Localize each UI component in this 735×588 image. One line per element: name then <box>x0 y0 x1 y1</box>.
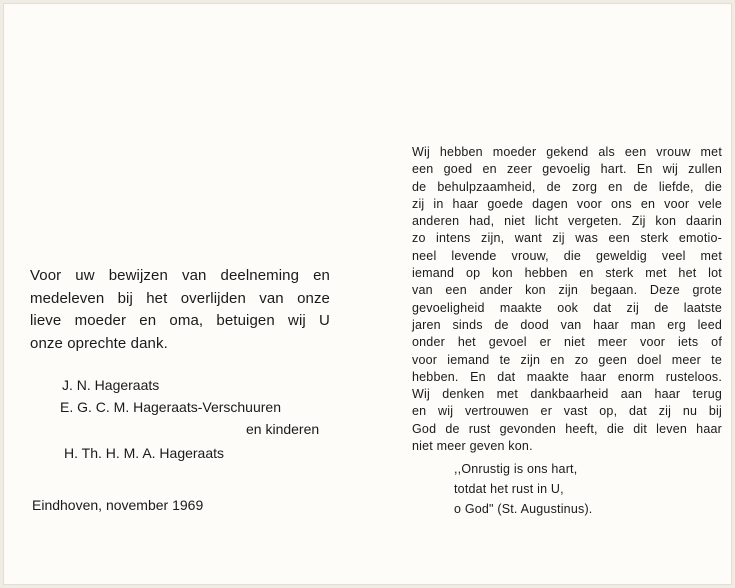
tribute-line: van een ander kon zijn begaan. Deze grote <box>412 283 722 298</box>
quote-line: ,,Onrustig is ons hart, <box>454 462 578 476</box>
tribute-line: hebben. En dat maakte haar enorm rusteloos. <box>412 369 722 384</box>
tribute-line: onder het gevoel er niet meer voor iets of <box>412 335 722 350</box>
tribute-line: God de rust gevonden heeft, die dit leven haar <box>412 421 722 436</box>
tribute-line: zij in haar goede dagen voor ons en voor vele <box>412 196 722 211</box>
quote-line: o God" (St. Augustinus). <box>454 502 593 516</box>
thanks-line: medeleven bij het overlijden van onze <box>30 289 330 307</box>
tribute-line: iemand op kon hebben en sterk met het lot <box>412 266 722 281</box>
signatory-name: H. Th. H. M. A. Hageraats <box>64 445 225 461</box>
memorial-card <box>3 3 732 585</box>
thanks-line: onze oprechte dank. <box>30 334 168 352</box>
tribute-line: en wij vertrouwen er vast op, dat zij nu bij <box>412 404 722 419</box>
tribute-line: jaren sinds de dood van haar man erg leed <box>412 317 722 332</box>
tribute-line: anderen had, niet licht vergeten. Zij kon daarin <box>412 214 722 229</box>
place-date: Eindhoven, november 1969 <box>32 497 204 513</box>
tribute-line: gevoeligheid maakte ook dat zij de laatste <box>412 300 722 315</box>
thanks-message <box>30 265 330 355</box>
thanks-line: lieve moeder en oma, betuigen wij U <box>30 312 330 329</box>
tribute-line: Wij denken met dankbaarheid aan haar terug <box>412 387 722 402</box>
signatory-name: en kinderen <box>246 421 320 437</box>
thanks-line: Voor uw bewijzen van deelneming en <box>30 267 330 284</box>
tribute-line: Wij hebben moeder gekend als een vrouw met <box>412 145 722 159</box>
quote-line: totdat het rust in U, <box>454 482 564 496</box>
tribute-text <box>412 144 722 455</box>
tribute-line: voor iemand te zijn en zo geen doel meer te <box>412 352 722 367</box>
tribute-line: niet meer geven kon. <box>412 439 533 454</box>
augustinus-quote <box>454 459 592 519</box>
signatory-name: E. G. C. M. Hageraats-Verschuuren <box>60 399 281 415</box>
tribute-line: de behulpzaamheid, de zorg en de liefde, die <box>412 179 722 194</box>
tribute-line: zo intens zijn, want zij was een sterk emotio- <box>412 231 722 246</box>
signatory-name: J. N. Hageraats <box>62 377 160 393</box>
tribute-line: neel levende vrouw, die geweldig veel met <box>412 248 722 263</box>
tribute-line: een goed en zeer gevoelig hart. En wij zullen <box>412 162 722 177</box>
